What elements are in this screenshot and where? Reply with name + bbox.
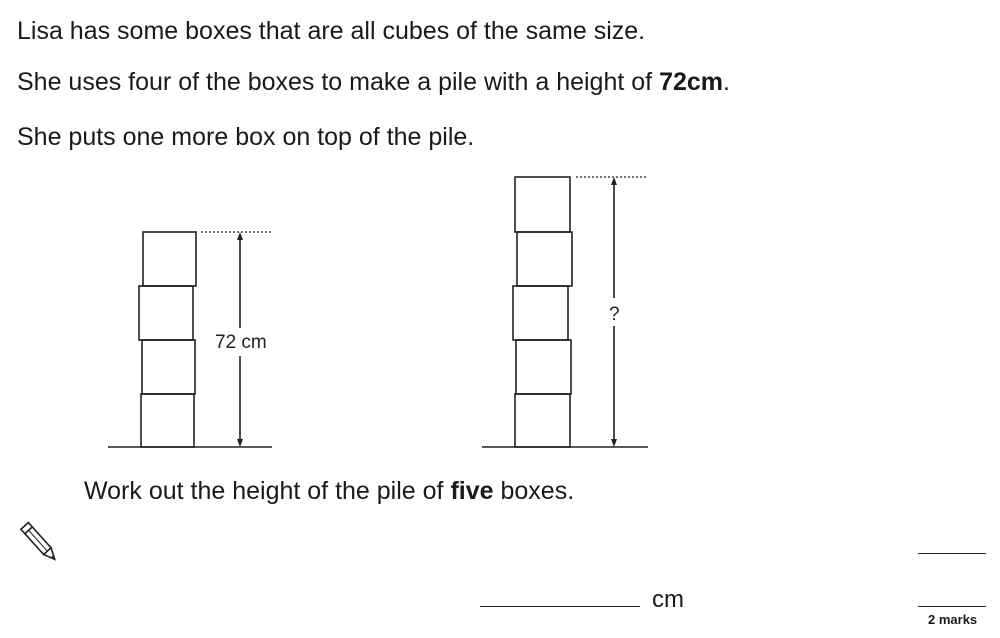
instruction-end: boxes. [493, 477, 575, 505]
right-box-5 [515, 177, 570, 232]
right-pile-height-label: ? [609, 304, 620, 325]
left-box-1 [141, 394, 194, 447]
right-box-3 [513, 286, 568, 340]
right-pile [482, 177, 648, 447]
answer-unit: cm [652, 586, 684, 613]
pencil-icon [18, 518, 62, 568]
left-box-2 [142, 340, 195, 394]
left-pile-height-label: 72 cm [215, 332, 267, 353]
mark-line-lower [918, 606, 986, 607]
instruction [84, 476, 574, 506]
left-box-3 [139, 286, 193, 340]
left-pile [108, 232, 273, 447]
right-box-1 [515, 394, 570, 447]
question-line-3: She puts one more box on top of the pile. [17, 123, 475, 151]
marks-label: 2 marks [928, 612, 978, 627]
mark-line-upper [918, 553, 986, 554]
question-line-1: Lisa has some boxes that are all cubes of the same size. [17, 17, 646, 45]
answer-line[interactable] [480, 606, 640, 607]
left-box-4 [143, 232, 196, 286]
instruction-text: Work out the height of the pile of [84, 477, 451, 505]
pile-height-value: 72cm [659, 68, 724, 96]
question-line-2-end: . [723, 68, 730, 96]
right-box-2 [516, 340, 571, 394]
question-line-2 [17, 67, 730, 97]
instruction-bold-word: five [450, 477, 494, 505]
right-box-4 [517, 232, 572, 286]
question-line-2-text: She uses four of the boxes to make a pile with a height of [17, 68, 660, 96]
